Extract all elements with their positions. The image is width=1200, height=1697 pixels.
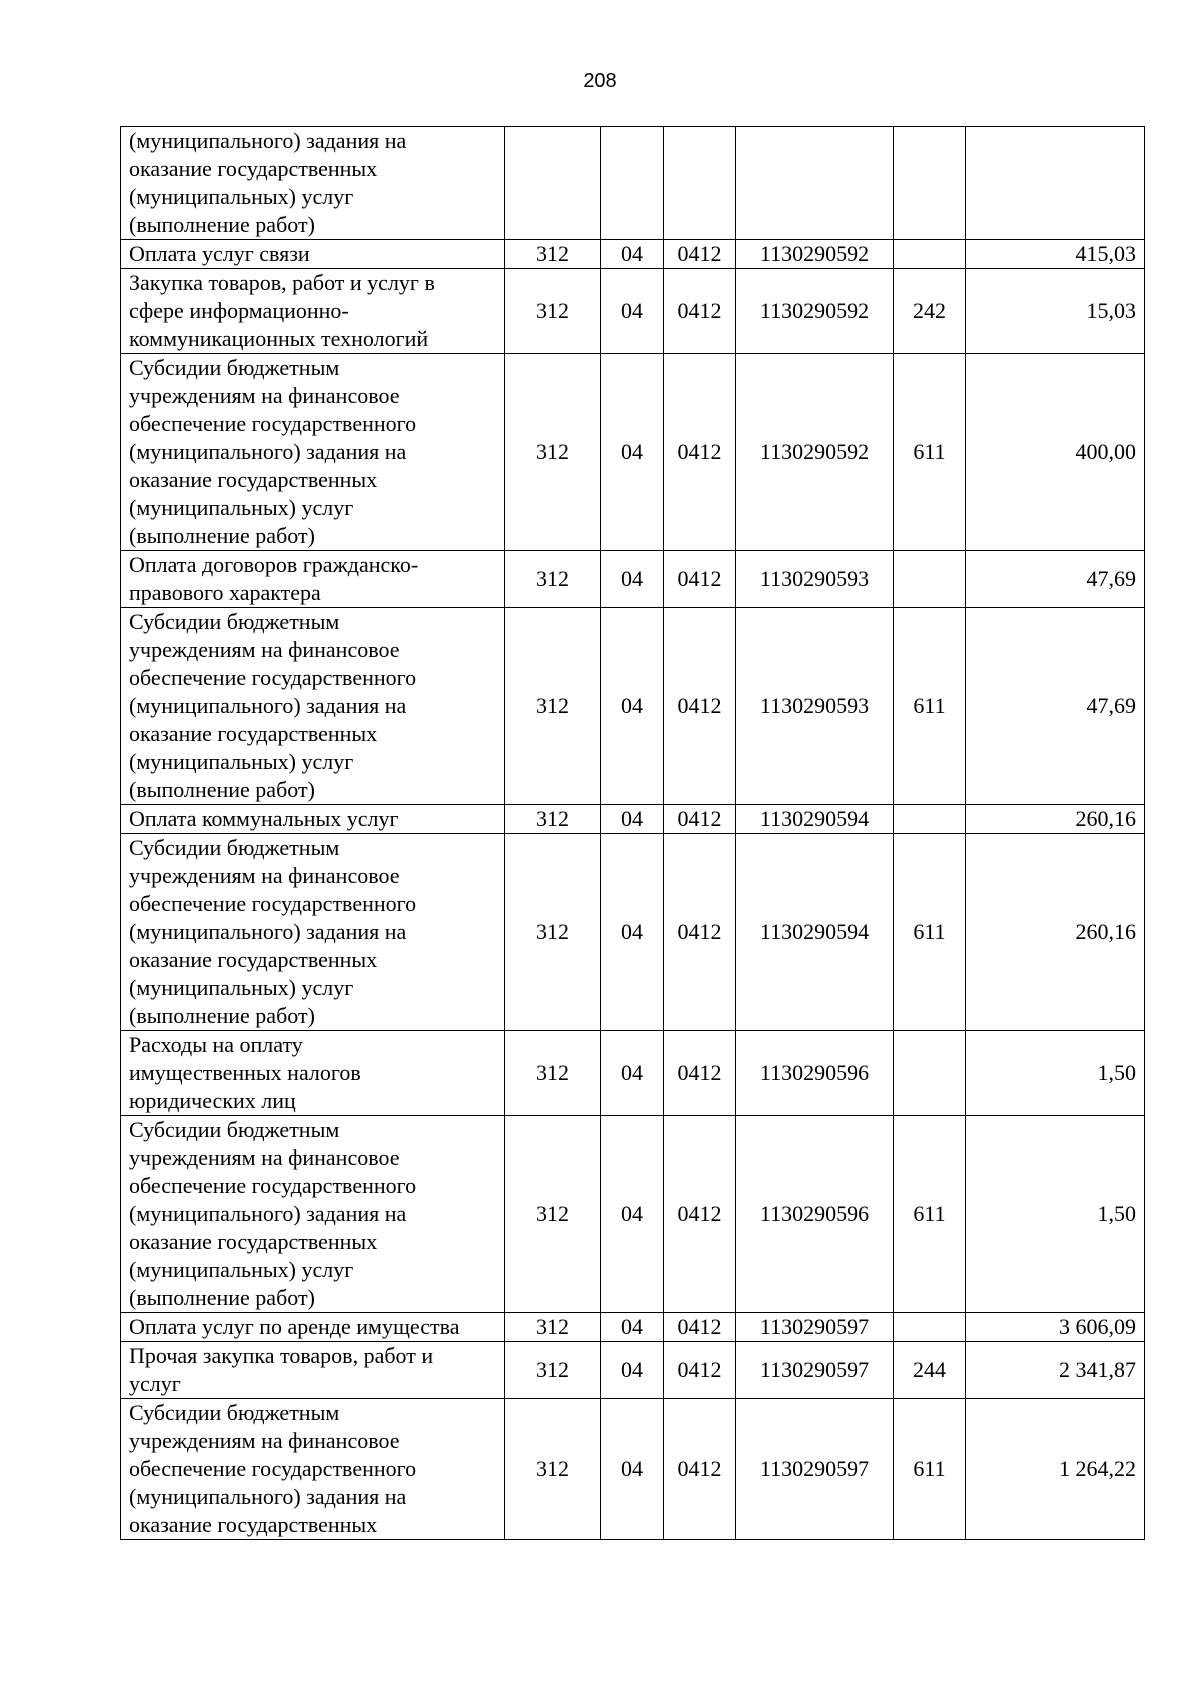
amount-cell: 1,50 (966, 1031, 1145, 1116)
amount-cell: 15,03 (966, 269, 1145, 354)
expense-type-cell: 611 (894, 1399, 966, 1540)
section-cell: 04 (601, 1313, 664, 1342)
section-cell: 04 (601, 805, 664, 834)
target-article-cell: 1130290592 (736, 240, 894, 269)
amount-cell (966, 127, 1145, 240)
table-row (121, 834, 1145, 1031)
target-article-cell: 1130290593 (736, 608, 894, 805)
target-article-cell: 1130290594 (736, 834, 894, 1031)
amount-cell: 415,03 (966, 240, 1145, 269)
row-name-cell: Оплата договоров гражданско- правового характера (121, 551, 505, 608)
row-name-cell: Прочая закупка товаров, работ и услуг (121, 1342, 505, 1399)
target-article-cell: 1130290597 (736, 1342, 894, 1399)
code-cell: 312 (505, 240, 601, 269)
expense-type-cell (894, 1031, 966, 1116)
section-cell: 04 (601, 1342, 664, 1399)
row-name-cell: Субсидии бюджетным учреждениям на финансовое обеспечение государственного (муниципального) задания на оказание государственных (муниципальных) услуг (выполнение работ) (121, 354, 505, 551)
table-row (121, 1031, 1145, 1116)
expense-type-cell: 611 (894, 354, 966, 551)
row-name-cell: Субсидии бюджетным учреждениям на финансовое обеспечение государственного (муниципального) задания на оказание государственных (муниципальных) услуг (выполнение работ) (121, 1116, 505, 1313)
table-row (121, 269, 1145, 354)
subsection-cell: 0412 (664, 551, 736, 608)
target-article-cell: 1130290594 (736, 805, 894, 834)
table-row (121, 805, 1145, 834)
expense-type-cell (894, 127, 966, 240)
row-name-cell: Закупка товаров, работ и услуг в сфере информационно- коммуникационных технологий (121, 269, 505, 354)
code-cell: 312 (505, 608, 601, 805)
target-article-cell: 1130290597 (736, 1313, 894, 1342)
row-name-cell: Расходы на оплату имущественных налогов юридических лиц (121, 1031, 505, 1116)
section-cell: 04 (601, 1399, 664, 1540)
expense-type-cell: 611 (894, 608, 966, 805)
code-cell: 312 (505, 1342, 601, 1399)
code-cell: 312 (505, 1031, 601, 1116)
subsection-cell: 0412 (664, 608, 736, 805)
target-article-cell: 1130290597 (736, 1399, 894, 1540)
subsection-cell: 0412 (664, 1313, 736, 1342)
table-row (121, 1313, 1145, 1342)
table-row (121, 127, 1145, 240)
amount-cell: 2 341,87 (966, 1342, 1145, 1399)
section-cell: 04 (601, 269, 664, 354)
row-name-cell: Оплата услуг по аренде имущества (121, 1313, 505, 1342)
target-article-cell (736, 127, 894, 240)
amount-cell: 3 606,09 (966, 1313, 1145, 1342)
subsection-cell: 0412 (664, 805, 736, 834)
table-row (121, 354, 1145, 551)
row-name-cell: Субсидии бюджетным учреждениям на финансовое обеспечение государственного (муниципального) задания на оказание государственных (муниципальных) услуг (выполнение работ) (121, 608, 505, 805)
row-name-cell: Оплата коммунальных услуг (121, 805, 505, 834)
target-article-cell: 1130290596 (736, 1116, 894, 1313)
code-cell: 312 (505, 269, 601, 354)
subsection-cell: 0412 (664, 269, 736, 354)
code-cell: 312 (505, 354, 601, 551)
row-name-cell: Субсидии бюджетным учреждениям на финансовое обеспечение государственного (муниципального) задания на оказание государственных (муниципальных) услуг (выполнение работ) (121, 834, 505, 1031)
table-row (121, 551, 1145, 608)
target-article-cell: 1130290596 (736, 1031, 894, 1116)
target-article-cell: 1130290593 (736, 551, 894, 608)
section-cell: 04 (601, 834, 664, 1031)
section-cell: 04 (601, 354, 664, 551)
amount-cell: 47,69 (966, 551, 1145, 608)
budget-table (120, 126, 1145, 1540)
subsection-cell: 0412 (664, 1342, 736, 1399)
row-name-cell: Оплата услуг связи (121, 240, 505, 269)
amount-cell: 260,16 (966, 805, 1145, 834)
section-cell: 04 (601, 608, 664, 805)
code-cell: 312 (505, 551, 601, 608)
amount-cell: 1 264,22 (966, 1399, 1145, 1540)
section-cell (601, 127, 664, 240)
subsection-cell (664, 127, 736, 240)
target-article-cell: 1130290592 (736, 269, 894, 354)
code-cell: 312 (505, 1116, 601, 1313)
subsection-cell: 0412 (664, 354, 736, 551)
page-number: 208 (583, 70, 617, 92)
expense-type-cell (894, 1313, 966, 1342)
section-cell: 04 (601, 551, 664, 608)
subsection-cell: 0412 (664, 1116, 736, 1313)
target-article-cell: 1130290592 (736, 354, 894, 551)
amount-cell: 47,69 (966, 608, 1145, 805)
expense-type-cell (894, 240, 966, 269)
table-row (121, 1342, 1145, 1399)
subsection-cell: 0412 (664, 1399, 736, 1540)
row-name-cell: (муниципального) задания на оказание государственных (муниципальных) услуг (выполнение работ) (121, 127, 505, 240)
expense-type-cell (894, 805, 966, 834)
expense-type-cell: 242 (894, 269, 966, 354)
expense-type-cell: 244 (894, 1342, 966, 1399)
table-row (121, 1116, 1145, 1313)
code-cell: 312 (505, 1399, 601, 1540)
expense-type-cell (894, 551, 966, 608)
amount-cell: 400,00 (966, 354, 1145, 551)
code-cell: 312 (505, 1313, 601, 1342)
table-row (121, 1399, 1145, 1540)
subsection-cell: 0412 (664, 834, 736, 1031)
subsection-cell: 0412 (664, 1031, 736, 1116)
code-cell (505, 127, 601, 240)
code-cell: 312 (505, 834, 601, 1031)
section-cell: 04 (601, 1031, 664, 1116)
table-body (121, 127, 1145, 1540)
code-cell: 312 (505, 805, 601, 834)
subsection-cell: 0412 (664, 240, 736, 269)
amount-cell: 1,50 (966, 1116, 1145, 1313)
expense-type-cell: 611 (894, 1116, 966, 1313)
table-row (121, 608, 1145, 805)
section-cell: 04 (601, 1116, 664, 1313)
section-cell: 04 (601, 240, 664, 269)
expense-type-cell: 611 (894, 834, 966, 1031)
table-row (121, 240, 1145, 269)
amount-cell: 260,16 (966, 834, 1145, 1031)
row-name-cell: Субсидии бюджетным учреждениям на финансовое обеспечение государственного (муниципального) задания на оказание государственных (121, 1399, 505, 1540)
